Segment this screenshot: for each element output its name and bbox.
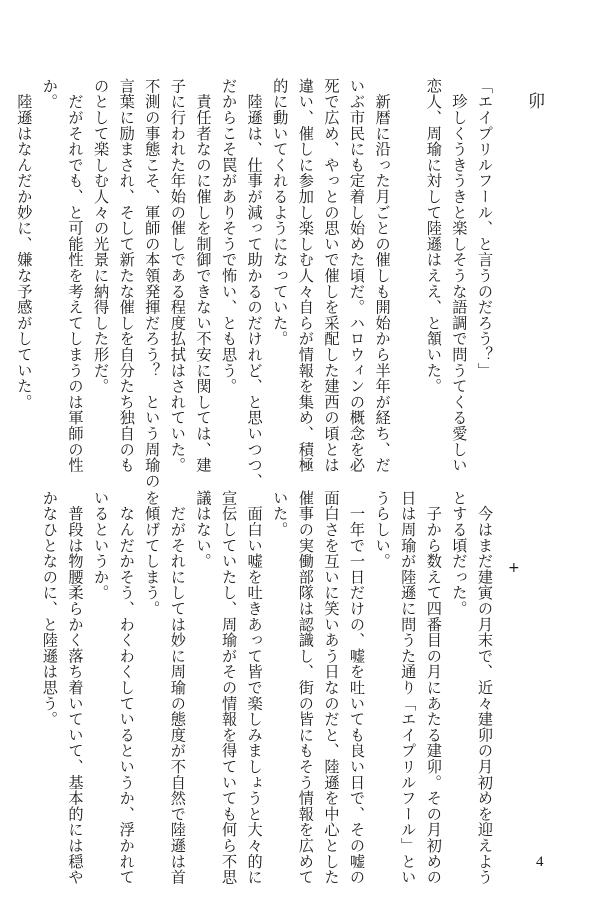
text-line: 「エイプリルフール、と言うのだろう？」: [476, 78, 494, 379]
text-line: 不測の事態こそ、軍師の本領発揮だろう？ という周瑜の: [143, 78, 162, 489]
text-line: 珍しくうきうきと楽しそうな語調で問うてくる愛しい: [450, 78, 469, 473]
text-line: 的に動いてくれるようになっていた。: [271, 78, 290, 347]
text-block-upper: [11, 78, 497, 489]
text-line: 面白さを互いに笑いあう日なのだと、陸遜を中心とした: [322, 490, 341, 885]
text-block-lower: [36, 490, 497, 885]
page-number: 4: [536, 854, 544, 870]
text-line: 恋人、周瑜に対して陸遜はええ、と頷いた。: [424, 78, 443, 394]
text-line: だからこそ罠がありそうで怖い、とも思う。: [220, 78, 239, 394]
text-line: [395, 78, 421, 468]
text-line: いるというか。: [92, 490, 111, 601]
text-line: 陸遜はなんだか妙に、嫌な予感がしていた。: [15, 78, 34, 410]
text-line: 言葉に励まされ、そして新たな催しを自分たち独自のも: [117, 78, 136, 473]
text-line: 日は周瑜が陸遜に問うた通り「エイプリルフール」とい: [399, 490, 418, 885]
text-line: 面白い嘘を吐きあって皆で楽しみましょうと大々的に: [245, 490, 264, 885]
text-line: いた。: [271, 490, 290, 538]
text-line: うらしい。: [373, 490, 392, 569]
text-line: か。: [40, 78, 59, 110]
text-line: 議はない。: [194, 490, 213, 569]
text-line: なんだかそう、わくわくしているというか、浮かれて: [117, 490, 136, 885]
text-line: 責任者なのに催しを制御できない不安に関しては、建: [194, 78, 213, 473]
text-line: 一年で一日だけの、嘘を吐いても良い日で、その嘘の: [348, 490, 367, 885]
text-line: だがそれにしては妙に周瑜の態度が不自然で陸遜は首: [168, 490, 187, 885]
text-line: 普段は物腰柔らかく落ち着いていて、基本的には穏や: [66, 490, 85, 885]
text-line: 違い、催しに参加し楽しむ人々自らが情報を集め、積極: [296, 78, 315, 473]
text-line: を傾げてしまう。: [143, 490, 162, 617]
text-line: 子に行われた年始の催しである程度払拭はされていた。: [168, 78, 187, 473]
text-line: とする頃だった。: [450, 490, 469, 617]
text-line: 催事の実働部隊は認識し、街の皆にもそう情報を広めて: [296, 490, 315, 885]
text-line: 子から数えて四番目の月にあたる建卯。その月初めの: [424, 490, 443, 885]
chapter-title: 卯: [524, 92, 544, 109]
text-line: かなひとなのに、と陸遜は思う。: [40, 490, 59, 727]
text-line: だがそれでも、と可能性を考えてしまうのは軍師の性: [66, 78, 85, 473]
text-line: のとして楽しむ人々の光景に納得した形だ。: [92, 78, 111, 394]
text-line: 今はまだ建寅の月末で、近々建卯の月初めを迎えよう: [476, 490, 494, 885]
text-line: 宣伝していたし、周瑜がその情報を得ていても何ら不思: [220, 490, 239, 885]
text-line: 陸遜は、仕事が減って助かるのだけれど、と思いつつ、: [245, 78, 264, 489]
text-line: 新暦に沿った月ごとの催しも開始から半年が経ち、だ: [373, 78, 392, 473]
text-line: いぶ市民にも定着し始めた頃だ。ハロウィンの概念を必: [348, 78, 367, 473]
section-separator: +: [508, 560, 520, 576]
text-line: 死で広め、やっとの思いで催しを采配した建西の頃とは: [322, 78, 341, 473]
